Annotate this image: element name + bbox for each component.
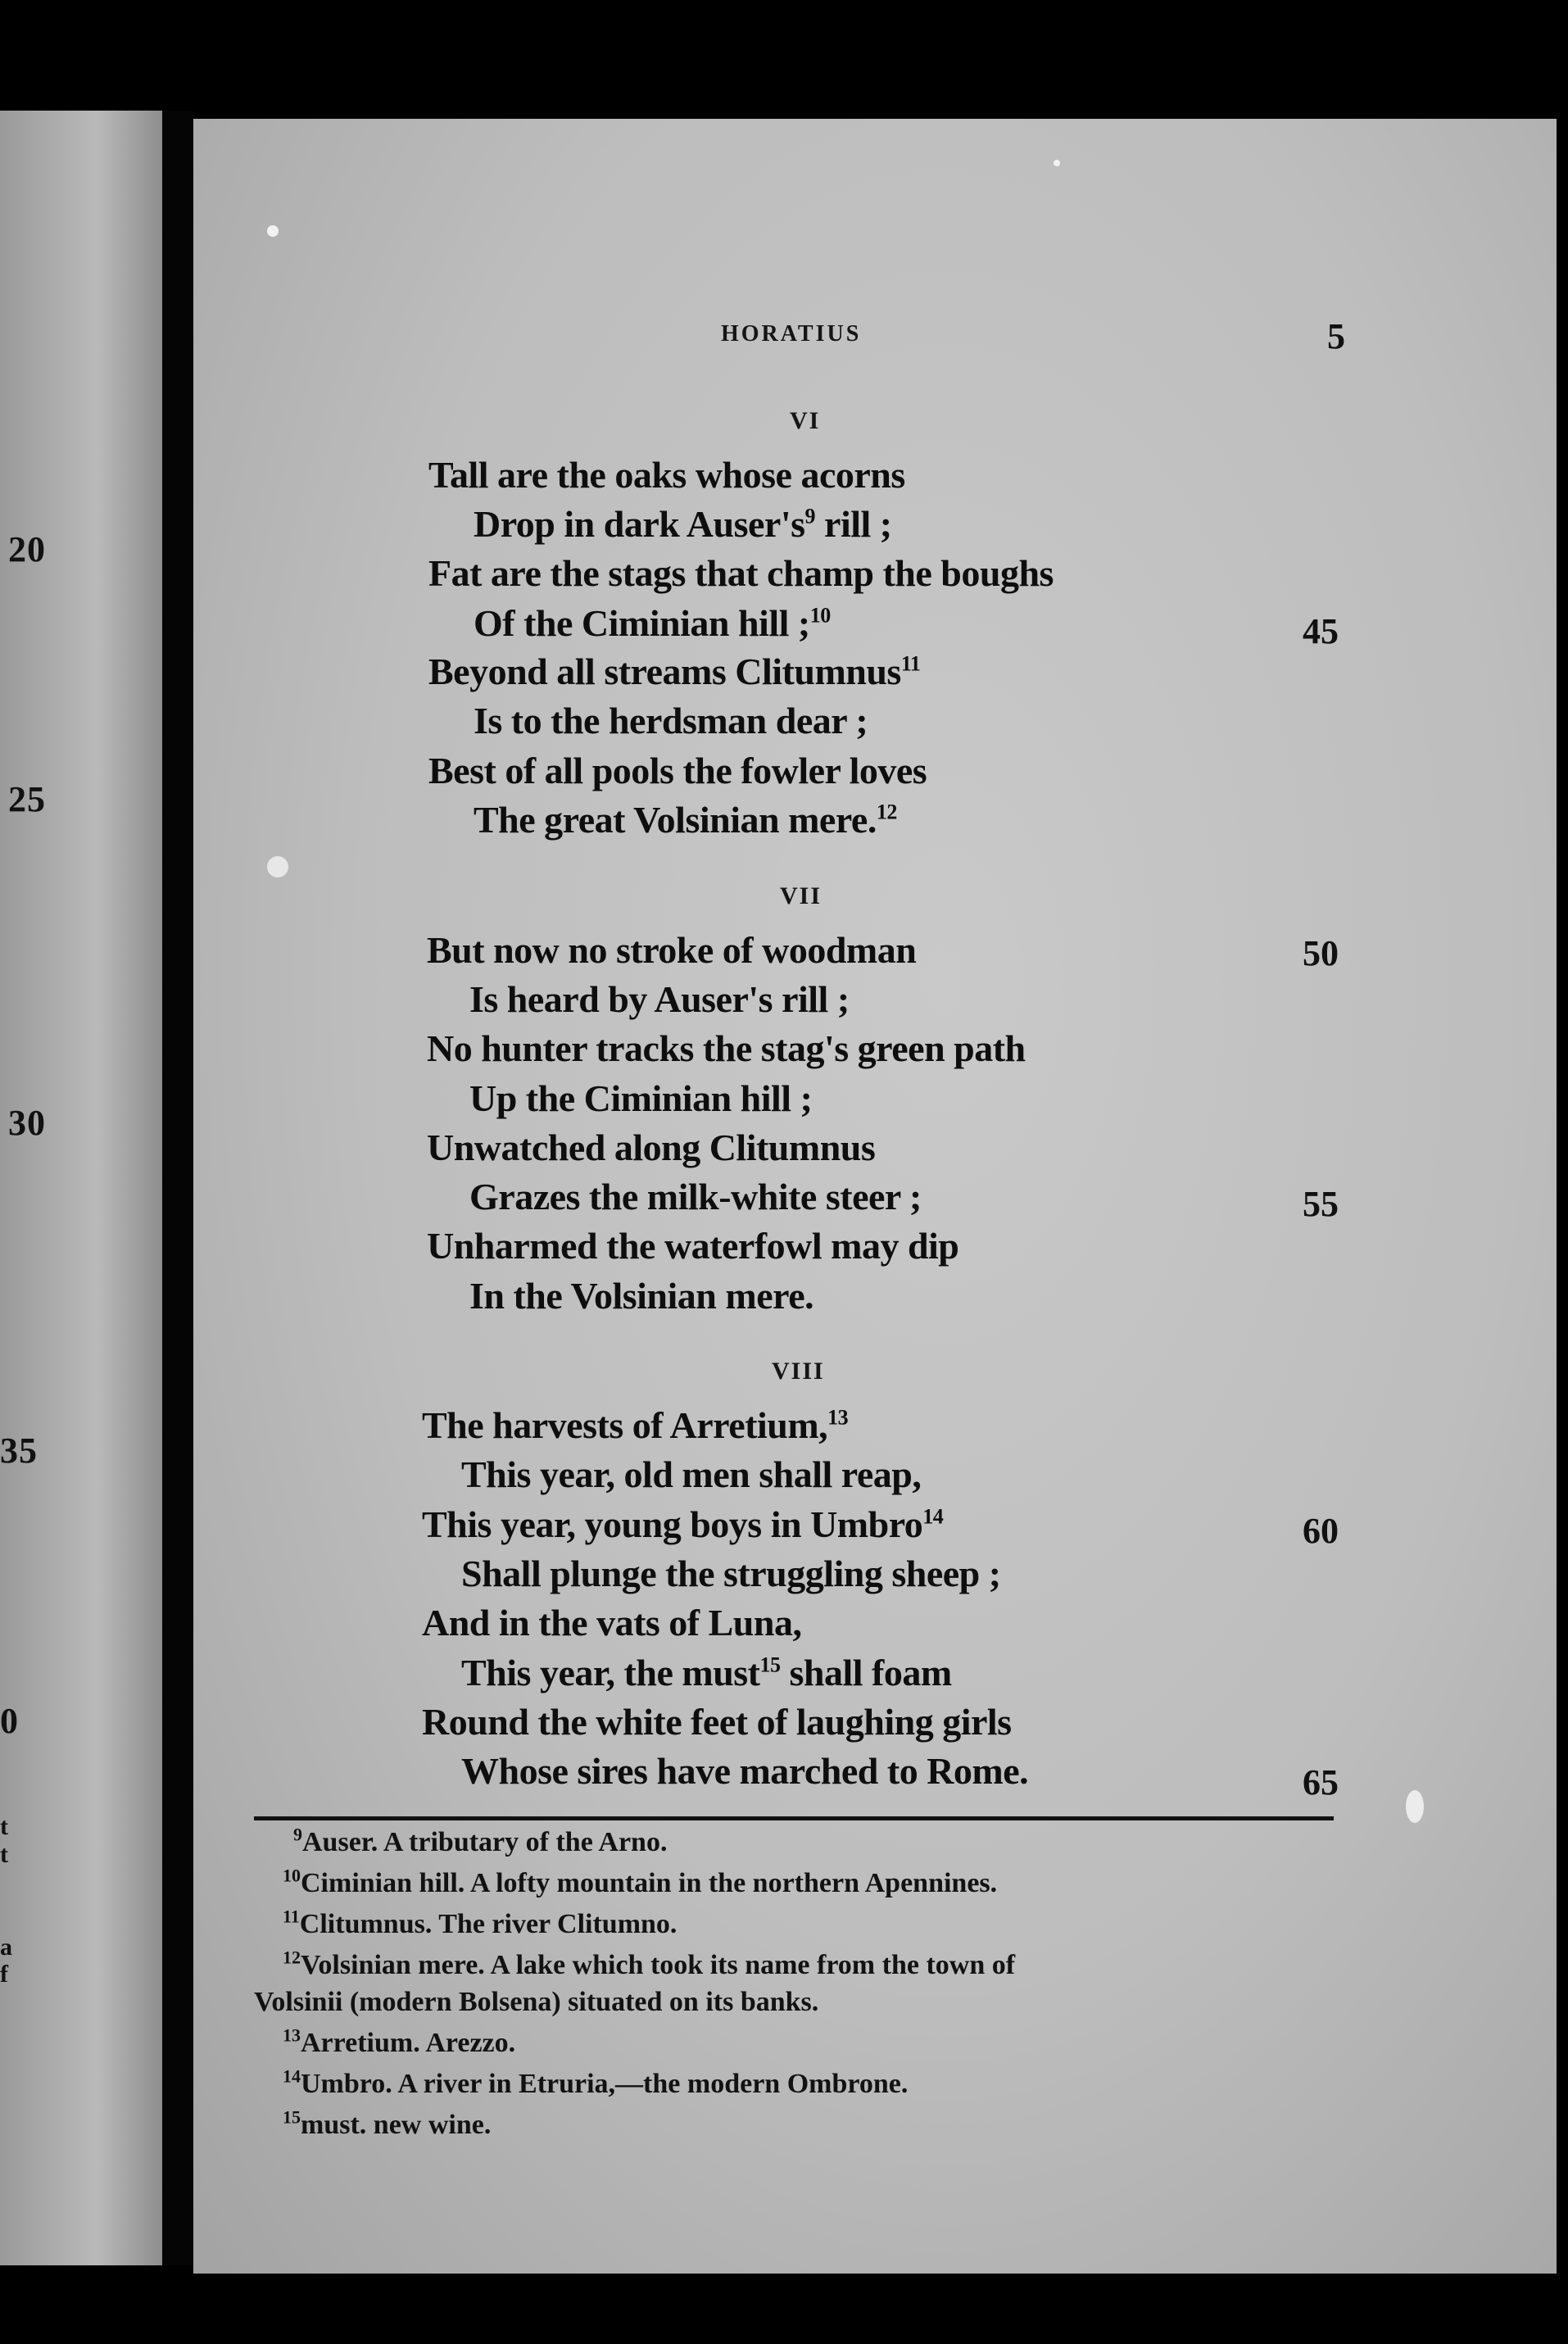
verse-line: This year, young boys in Umbro$^{14}$ [422, 1503, 944, 1545]
facing-line-number: 0 [0, 1701, 19, 1741]
line-number: 55 [1303, 1184, 1339, 1224]
footnote: $^{12}$Volsinian mere. A lake which took its name from the town of [283, 1947, 1016, 1980]
verse-line: Is heard by Auser's rill ; [469, 978, 850, 1020]
verse-line: Whose sires have marched to Rome. [461, 1750, 1029, 1792]
facing-line-number: 20 [8, 529, 46, 569]
facing-line-number: 30 [8, 1103, 46, 1143]
verse-line: Is to the herdsman dear ; [474, 700, 868, 741]
verse-line: Fat are the stags that champ the boughs [428, 552, 1054, 594]
footnote: $^{10}$Ciminian hill. A lofty mountain in the northern Apennines. [283, 1865, 998, 1898]
verse-line: Round the white feet of laughing girls [422, 1701, 1012, 1743]
verse-line: Drop in dark $Auser's^9$ rill ; [474, 503, 892, 545]
verse-line: Shall plunge the struggling sheep ; [461, 1553, 1001, 1594]
verse-line: Best of all pools the fowler loves [428, 750, 927, 791]
verse-line: Up the Ciminian hill ; [469, 1077, 813, 1119]
running-header: HORATIUS [721, 321, 862, 347]
verse-line: No hunter tracks the stag's green path [427, 1027, 1026, 1069]
footnote: $^{11}$Clitumnus. The river Clitumno. [283, 1906, 678, 1939]
verse-line: This year, old men shall reap, [461, 1453, 922, 1495]
facing-text-fragment: f [0, 1961, 8, 1988]
footnote: $^{13}$Arretium. Arezzo. [283, 2024, 516, 2058]
footnote: $^{15}$must. new wine. [283, 2106, 492, 2140]
verse-line: In the Volsinian mere. [469, 1275, 814, 1317]
verse-line: But now no stroke of woodman [427, 929, 917, 971]
line-number: 45 [1303, 611, 1339, 651]
verse-line: The great Volsinian mere.$^{12}$ [474, 799, 897, 841]
stanza-numeral: VI [790, 407, 821, 434]
verse-line: Unwatched along Clitumnus [427, 1127, 876, 1168]
line-number: 65 [1303, 1762, 1339, 1802]
page-number: 5 [1327, 316, 1345, 356]
stanza-numeral: VIII [772, 1358, 825, 1385]
verse-line: Tall are the oaks whose acorns [428, 454, 905, 496]
facing-line-number: 25 [8, 779, 46, 819]
verse-line: And in the vats of Luna, [422, 1602, 802, 1644]
verse-line: Unharmed the waterfowl may dip [427, 1225, 959, 1267]
verse-line: Grazes the milk-white steer ; [469, 1176, 922, 1217]
line-number: 50 [1303, 933, 1339, 973]
facing-text-fragment: a [0, 1934, 12, 1961]
stanza-numeral: VII [780, 882, 823, 909]
footnote-rule [254, 1816, 1334, 1820]
verse-line: The harvests of Arretium,$^{13}$ [422, 1404, 849, 1446]
footnote: $^{14}$Umbro. A river in Etruria,—the modern Ombrone. [283, 2065, 909, 2099]
verse-line: This year, the must$^{15}$ shall foam [461, 1652, 952, 1693]
footnote: Volsinii (modern Bolsena) situated on its banks. [254, 1987, 819, 2017]
facing-page-edge [0, 111, 162, 2265]
facing-line-number: 35 [0, 1430, 38, 1471]
book-gutter [162, 111, 193, 2265]
line-number: 60 [1303, 1511, 1339, 1551]
facing-text-fragment: t [0, 1841, 8, 1868]
verse-line: Of the Ciminian hill ;$^{10}$ [474, 602, 831, 644]
verse-line: Beyond all streams Clitumnus$^{11}$ [428, 651, 921, 692]
facing-text-fragment: t [0, 1813, 8, 1840]
footnote: $^9$Auser. A tributary of the Arno. [293, 1824, 668, 1857]
